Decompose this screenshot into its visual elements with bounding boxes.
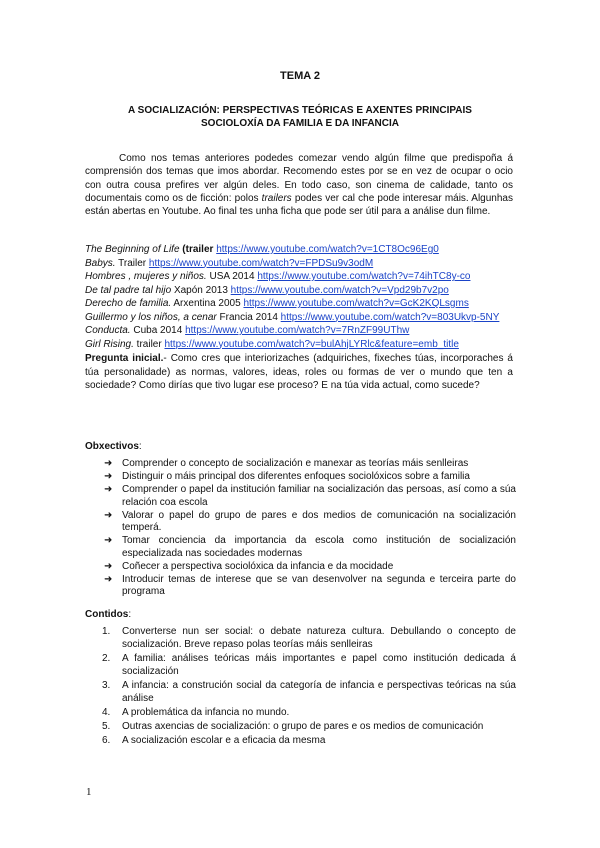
question-text: - Como cres que interiorizaches (adquiriches, fixeches túas, incorporaches á túa personalidade) as normas, valores, ideas, roles ou formas de ver o mundo que ten a sociedade? Como dirías que tivo lugar ese proceso? E na túa vida actual, como sucede? bbox=[85, 353, 513, 391]
subtitle-line-2: SOCIOLOXÍA DA FAMILIA E DA INFANCIA bbox=[201, 118, 399, 129]
page-title: TEMA 2 bbox=[280, 70, 320, 82]
objectives-heading: Obxectivos: bbox=[85, 441, 142, 452]
film-title: Girl Rising. bbox=[85, 338, 134, 350]
film-title: Guillermo y los niños, a cenar bbox=[85, 311, 217, 323]
film-link[interactable]: https://www.youtube.com/watch?v=Vpd29b7v2po bbox=[230, 284, 449, 296]
arrow-icon: ➜ bbox=[104, 509, 113, 521]
objective-item: ➜ Comprender o concepto de socialización e manexar as teorías máis senlleiras bbox=[104, 458, 469, 469]
intro-paragraph bbox=[85, 152, 513, 218]
content-item: 4. A problemática da infancia no mundo. bbox=[102, 706, 290, 718]
film-link[interactable]: https://www.youtube.com/watch?v=74ihTC8y-co bbox=[257, 271, 471, 282]
film-list bbox=[85, 243, 525, 351]
objective-item: ➜ Valorar o papel do grupo de pares e dos medios de comunicación na socialización temperá. bbox=[104, 509, 516, 534]
intro-text-1: Como nos temas anteriores podedes comezar vendo algún filme que predispoña á comprensión dos temas que imos abordar. Recomendo estes por se en vez de ocupar o ocio con outra cousa prefires ver algún deles. En todo caso, son cinema de calidade, tanto os documentais como os de ficción: polos bbox=[85, 153, 513, 204]
question-label: Pregunta inicial. bbox=[85, 353, 164, 364]
objective-item: ➜ Introducir temas de interese que se van desenvolver na segunda e terceira parte do programa bbox=[104, 573, 516, 598]
film-item bbox=[85, 243, 525, 257]
content-item: 2. A familia: análises teóricas máis importantes e papel como institución dedicada á socialización bbox=[102, 652, 516, 677]
film-link[interactable]: https://www.youtube.com/watch?v=803Ukvp-5NY bbox=[280, 311, 500, 323]
film-extra: Cuba 2014 bbox=[130, 325, 186, 336]
contents-list bbox=[102, 626, 516, 750]
content-item: 1. Converterse nun ser social: o debate natureza cultura. Debullando o concepto de socialización. Breve repaso polas teorías máis senlleiras bbox=[102, 626, 516, 650]
objective-item: ➜ Tomar conciencia da importancia da escola como institución de socialización especializada nas sociedades modernas bbox=[104, 535, 516, 559]
film-item bbox=[85, 270, 525, 284]
film-item bbox=[85, 338, 525, 352]
content-item: 3. A infancia: a construción social da categoría de infancia e perspectivas teóricas na súa análise bbox=[102, 679, 516, 704]
arrow-icon: ➜ bbox=[104, 560, 113, 572]
film-item bbox=[85, 311, 525, 325]
film-extra: Trailer bbox=[115, 257, 149, 269]
film-title: Conducta. bbox=[85, 325, 131, 336]
film-extra: Xapón 2013 bbox=[171, 284, 231, 296]
intro-trailers-word: trailers bbox=[261, 192, 292, 204]
film-extra: USA 2014 bbox=[206, 271, 258, 282]
intro-text-2: podes ver cal che pode interesar máis. Algunhas están abertas en Youtube. Ao final tes unha ficha que pode ser útil para a análise dun filme. bbox=[85, 192, 513, 218]
film-link[interactable]: https://www.youtube.com/watch?v=FPDSu9v3odM bbox=[148, 257, 374, 269]
arrow-icon: ➜ bbox=[104, 458, 113, 469]
film-extra: Arxentina 2005 bbox=[171, 298, 244, 309]
film-title: The Beginning of Life bbox=[85, 244, 180, 255]
film-item bbox=[85, 297, 525, 311]
film-link[interactable]: https://www.youtube.com/watch?v=bulAhjLYRlc&feature=emb_title bbox=[164, 338, 459, 350]
contents-heading: Contidos: bbox=[85, 609, 132, 620]
film-extra: trailer bbox=[133, 338, 165, 350]
arrow-icon: ➜ bbox=[104, 470, 113, 482]
arrow-icon: ➜ bbox=[104, 573, 113, 585]
arrow-icon: ➜ bbox=[104, 483, 113, 495]
film-item bbox=[85, 257, 525, 271]
film-title: Derecho de familia. bbox=[85, 298, 172, 309]
objective-item: ➜ Distinguir o máis principal dos diferentes enfoques sociolóxicos sobre a familia bbox=[104, 470, 470, 482]
initial-question bbox=[85, 352, 513, 393]
film-title: Hombres , mujeres y niños. bbox=[85, 271, 207, 282]
film-extra: (trailer bbox=[179, 244, 217, 255]
objective-item: ➜ Coñecer a perspectiva sociolóxica da infancia e da mocidade bbox=[104, 560, 394, 572]
film-item bbox=[85, 324, 525, 338]
film-title: De tal padre tal hijo bbox=[85, 284, 172, 296]
film-link[interactable]: https://www.youtube.com/watch?v=1CT8Oc96Eg0 bbox=[216, 244, 439, 255]
content-item: 5. Outras axencias de socialización: o grupo de pares e os medios de comunicación bbox=[102, 721, 484, 733]
objectives-list bbox=[104, 458, 516, 599]
content-item: 6. A socialización escolar e a eficacia da mesma bbox=[102, 735, 326, 747]
page-number: 1 bbox=[86, 786, 92, 798]
arrow-icon: ➜ bbox=[104, 535, 113, 547]
film-link[interactable]: https://www.youtube.com/watch?v=7RnZF99UThw bbox=[185, 325, 410, 336]
film-link[interactable]: https://www.youtube.com/watch?v=GcK2KQLsgms bbox=[243, 298, 469, 309]
film-extra: Francia 2014 bbox=[216, 311, 281, 323]
film-item bbox=[85, 284, 525, 298]
objective-item: ➜ Comprender o papel da institución familiar na socialización das persoas, así como a súa relación coa escola bbox=[104, 483, 516, 508]
subtitle bbox=[0, 104, 600, 130]
film-title: Babys. bbox=[85, 257, 116, 269]
subtitle-line-1: A SOCIALIZACIÓN: PERSPECTIVAS TEÓRICAS E AXENTES PRINCIPAIS bbox=[128, 105, 472, 116]
